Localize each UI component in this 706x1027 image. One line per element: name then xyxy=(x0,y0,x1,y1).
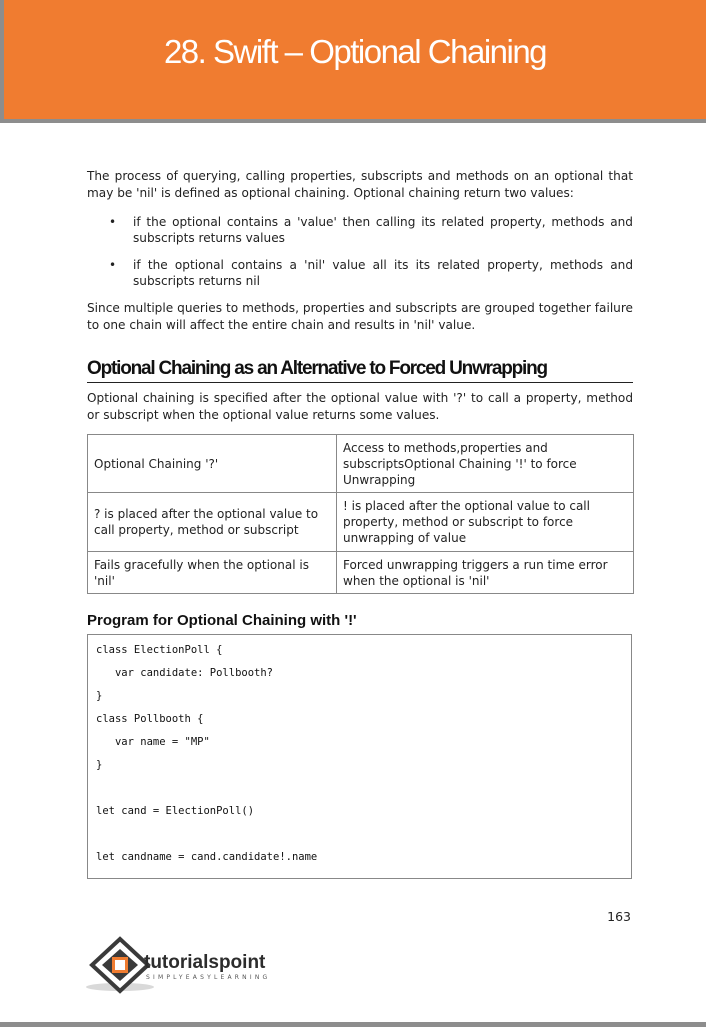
chapter-title: 28. Swift – Optional Chaining xyxy=(163,33,547,70)
table-cell: Fails gracefully when the optional is 'nil' xyxy=(88,552,337,594)
code-line: } xyxy=(96,759,103,771)
list-item xyxy=(87,257,633,289)
bullet-list xyxy=(87,214,633,289)
bullet-text: if the optional contains a 'nil' value all its its related property, methods and subscripts returns nil xyxy=(133,258,633,288)
code-line: var candidate: Pollbooth? xyxy=(96,667,274,679)
list-item xyxy=(87,214,633,246)
tutorialspoint-logo xyxy=(84,935,294,995)
bullet-icon: • xyxy=(109,215,117,229)
code-line: let cand = ElectionPoll() xyxy=(96,805,255,817)
program-heading: Program for Optional Chaining with '!' xyxy=(87,612,357,629)
code-line xyxy=(96,826,623,849)
bullet-text: if the optional contains a 'value' then calling its related property, methods and subscripts returns values xyxy=(133,215,633,245)
table-cell: Optional Chaining '?' xyxy=(88,435,337,493)
logo-tagline: SIMPLYEASYLEARNING xyxy=(146,974,271,981)
intro-paragraph: The process of querying, calling properties, subscripts and methods on an optional that may be 'nil' is defined as optional chaining. Optional chaining return two values: xyxy=(87,169,633,200)
code-line: var name = "MP" xyxy=(96,736,210,748)
bullet-icon: • xyxy=(109,258,117,272)
page-number: 163 xyxy=(607,909,631,924)
logo-wordmark: tutorialspoint xyxy=(144,952,266,973)
table-cell: Forced unwrapping triggers a run time error when the optional is 'nil' xyxy=(337,552,634,594)
chain-failure-paragraph: Since multiple queries to methods, properties and subscripts are grouped together failure to one chain will affect the entire chain and results in 'nil' value. xyxy=(87,301,633,332)
comparison-table xyxy=(87,434,634,594)
footer-bar xyxy=(0,1022,706,1027)
chapter-header xyxy=(0,0,706,123)
table-cell: ! is placed after the optional value to call property, method or subscript to force unwrapping of value xyxy=(337,493,634,552)
code-line: } xyxy=(96,690,103,702)
code-line: let candname = cand.candidate!.name xyxy=(96,851,318,863)
table-cell: ? is placed after the optional value to call property, method or subscript xyxy=(88,493,337,552)
code-line: class Pollbooth { xyxy=(96,713,204,725)
table-cell: Access to methods,properties and subscriptsOptional Chaining '!' to force Unwrapping xyxy=(337,435,634,493)
table-row xyxy=(88,493,634,552)
code-block xyxy=(87,634,632,879)
section-heading: Optional Chaining as an Alternative to Forced Unwrapping xyxy=(87,358,633,383)
code-line xyxy=(96,780,623,803)
section-paragraph: Optional chaining is specified after the optional value with '?' to call a property, method or subscript when the optional value returns some values. xyxy=(87,391,633,422)
code-line: class ElectionPoll { xyxy=(96,644,223,656)
page-content xyxy=(87,168,633,879)
table-row xyxy=(88,435,634,493)
table-row xyxy=(88,552,634,594)
